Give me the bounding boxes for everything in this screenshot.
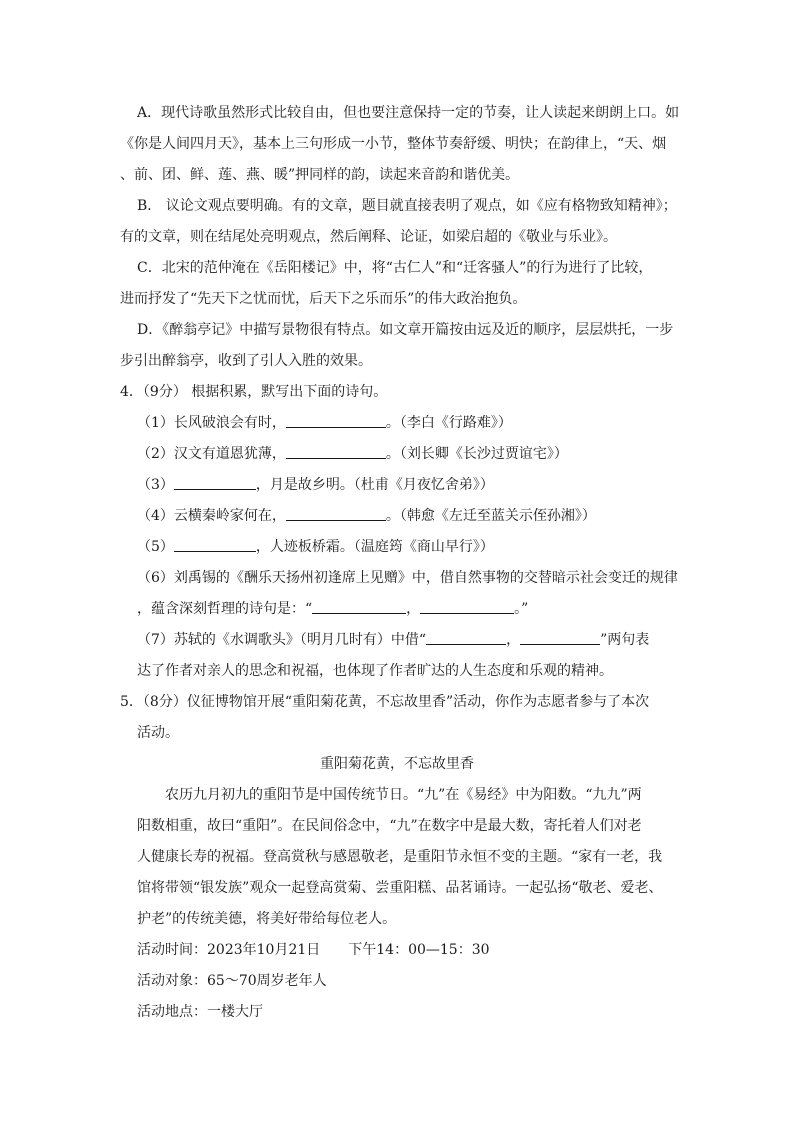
q4-item-6-line-1: （6）刘禹锡的《酬乐天扬州初逢席上见赠》中，借自然事物的交替暗示社会变迁的规律 xyxy=(137,570,678,586)
option-a-line-1: A．现代诗歌虽然形式比较自由，但也要注意保持一定的节奏，让人读起来朗朗上口。如 xyxy=(137,105,680,121)
answer-blank[interactable] xyxy=(286,413,386,428)
q4-item-3 xyxy=(137,475,494,495)
q4-item-5-prefix: （5） xyxy=(137,539,174,555)
q4-item-5-suffix: ，人迹板桥霜。（温庭筠《商山早行》） xyxy=(255,539,494,555)
option-d-line-1: D．《醉翁亭记》中描写景物很有特点。如文章开篇按由远及近的顺序，层层烘托，一步 xyxy=(137,322,674,338)
activity-time: 活动时间：2023年10月21日 下午14：00—15：30 xyxy=(137,942,490,958)
q4-item-6-line-2 xyxy=(137,599,528,619)
q4-item-3-suffix: ，月是故乡明。（杜甫《月夜忆舍弟》） xyxy=(255,477,494,493)
option-d-line-2: 步引出醉翁亭，收到了引人入胜的效果。 xyxy=(120,353,372,369)
q5-article-line-3: 人健康长寿的祝福。登高赏秋与感恩敬老，是重阳节永恒不变的主题。“家有一老，我 xyxy=(137,849,663,865)
option-c-line-1: C．北宋的范仲淹在《岳阳楼记》中，将“古仁人”和“迁客骚人”的行为进行了比较， xyxy=(137,260,653,276)
option-a-line-2: 《你是人间四月天》，基本上三句形成一小节，整体节奏舒缓、明快；在韵律上，“天、烟 xyxy=(120,136,667,152)
q4-heading: 4．（9分） 根据积累，默写出下面的诗句。 xyxy=(120,384,388,400)
q5-article-line-1: 农历九月初九的重阳节是中国传统节日。“九”在《易经》中为阳数。“九九”两 xyxy=(165,787,642,803)
q4-item-7-line-2: 达了作者对亲人的思念和祝福，也体现了作者旷达的人生态度和乐观的精神。 xyxy=(137,663,613,679)
q4-item-6-comma: ， xyxy=(406,601,421,617)
q4-item-2 xyxy=(137,444,568,464)
q4-item-7-comma: ， xyxy=(506,632,521,648)
option-b-line-2: 有的文章，则在结尾处亮明观点，然后阐释、论证，如梁启超的《敬业与乐业》。 xyxy=(120,229,617,245)
answer-blank[interactable] xyxy=(420,599,514,614)
option-c-line-2: 进而抒发了“先天下之忧而忧，后天下之乐而乐”的伟大政治抱负。 xyxy=(120,291,527,307)
q5-heading-line-1: 5．（8分）仪征博物馆开展“重阳菊花黄，不忘故里香”活动，你作为志愿者参与了本次 xyxy=(120,694,650,710)
q4-item-6-prefix: ，蕴含深刻哲理的诗句是：“ xyxy=(137,601,313,617)
q4-item-5 xyxy=(137,537,494,557)
q4-item-4-prefix: （4）云横秦岭家何在， xyxy=(137,508,286,524)
q4-item-6-suffix: 。” xyxy=(514,601,529,617)
q5-article-line-2: 阳数相重，故曰“重阳”。在民间俗念中，“九”在数字中是最大数，寄托着人们对老 xyxy=(137,818,642,834)
option-b-line-1: B． 议论文观点要明确。有的文章，题目就直接表明了观点，如《应有格物致知精神》； xyxy=(137,198,677,214)
q4-item-1 xyxy=(137,413,512,433)
answer-blank[interactable] xyxy=(426,630,506,645)
q4-item-2-prefix: （2）汉文有道恩犹薄， xyxy=(137,446,286,462)
q4-item-2-suffix: 。（刘长卿《长沙过贾谊宅》） xyxy=(385,446,568,462)
q4-item-7-suffix: ”两句表 xyxy=(600,632,650,648)
activity-target: 活动对象：65～70周岁老年人 xyxy=(137,973,327,989)
q4-item-4 xyxy=(137,506,596,526)
q5-heading-line-2: 活动。 xyxy=(137,725,179,741)
answer-blank[interactable] xyxy=(174,537,256,552)
answer-blank[interactable] xyxy=(286,506,386,521)
q5-article-line-5: 护老”的传统美德，将美好带给每位老人。 xyxy=(137,911,397,927)
activity-place: 活动地点：一楼大厅 xyxy=(137,1004,263,1020)
answer-blank[interactable] xyxy=(312,599,406,614)
q4-item-1-prefix: （1）长风破浪会有时， xyxy=(137,415,286,431)
option-a-line-3: 、前、团、鲜、莲、燕、暖”押同样的韵，读起来音韵和谐优美。 xyxy=(120,167,520,183)
q4-item-3-prefix: （3） xyxy=(137,477,174,493)
q4-item-4-suffix: 。（韩愈《左迁至蓝关示侄孙湘》） xyxy=(385,508,596,524)
q5-article-line-4: 馆将带领“银发族”观众一起登高赏菊、尝重阳糕、品茗诵诗。一起弘扬“敬老、爱老、 xyxy=(137,880,663,896)
answer-blank[interactable] xyxy=(520,630,600,645)
q5-article-title: 重阳菊花黄，不忘故里香 xyxy=(320,756,474,772)
q4-item-7-prefix: （7）苏轼的《水调歌头》（明月几时有）中借“ xyxy=(137,632,427,648)
q4-item-1-suffix: 。（李白《行路难》） xyxy=(385,415,512,431)
q4-item-7-line-1 xyxy=(137,630,649,650)
answer-blank[interactable] xyxy=(286,444,386,459)
answer-blank[interactable] xyxy=(174,475,256,490)
